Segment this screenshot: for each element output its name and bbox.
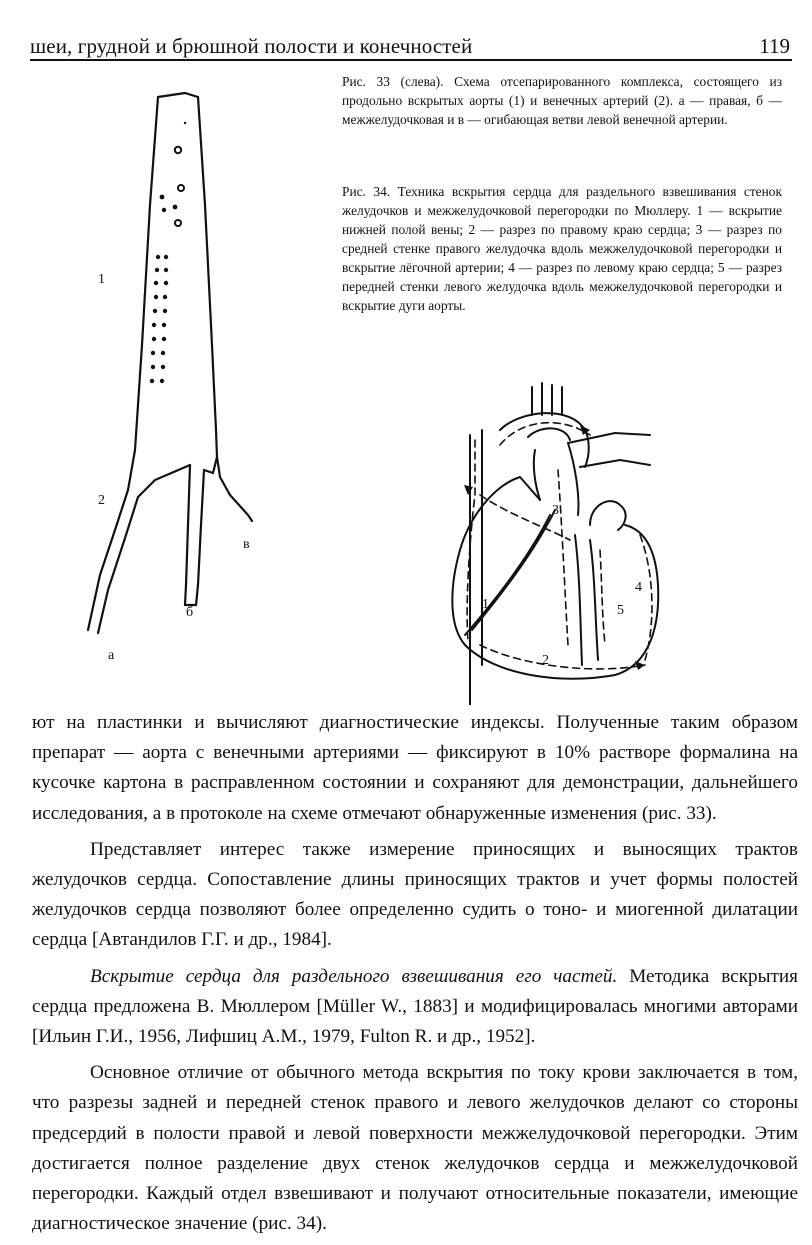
label-cut-3: 3 [552, 503, 559, 518]
figure-33-aorta-diagram [80, 85, 295, 675]
paragraph-3 [32, 962, 798, 1053]
paragraph-1: ют на пластинки и вычисляют диагностические индексы. Полученные таким образом препарат — аорта с венечными артериями — фиксируют в 10% растворе формалина на кусочке картона в расправленном состоянии и сохраняют для демонстрации, дальнейшего исследования, а в протоколе на схеме отмечают обнаруженные изменения (рис. 33). [32, 712, 798, 824]
label-cut-5: 5 [617, 603, 624, 618]
header-rule [30, 59, 792, 61]
label-branch-b: б [186, 605, 194, 620]
label-cut-4: 4 [635, 580, 642, 595]
figure-33-caption: Рис. 33 (слева). Схема отсепарированного комплекса, состоящего из продольно вскрытых аорты (1) и венечных артерий (2). а — правая, б — межжелудочковая и в — огибающая ветви левой венечной артерии. [342, 74, 782, 127]
paragraph-3-text: Методика вскрытия сердца предложена В. Мюллером [Müller W., 1883] и модифицировалась многими авторами [Ильин Г.И., 1956, Лифшиц А.М., 1979, Fulton R. и др., 1952]. [32, 965, 798, 1048]
running-head [30, 30, 790, 58]
running-title: шеи, грудной и брюшной полости и конечностей [30, 34, 473, 58]
heart-illustration [440, 375, 675, 705]
label-cut-1: 1 [482, 597, 489, 612]
body-text [32, 708, 798, 1245]
figure-34-caption: Рис. 34. Техника вскрытия сердца для раздельного взвешивания стенок желудочков и межжелудочковой перегородки по Мюллеру. 1 — вскрытие нижней полой вены; 2 — разрез по правому краю сердца; 3 — разрез по средней стенке правого желудочка вдоль межжелудочковой перегородки и вскрытие лёгочной артерии; 4 — разрез по левому краю сердца; 5 — разрез передней стенки левого желудочка вдоль межжелудочковой перегородки и вскрытие дуги аорты. [342, 184, 782, 313]
figure-34-heart-diagram [440, 375, 675, 705]
label-aorta: 1 [98, 272, 105, 287]
label-branch-a: а [108, 648, 115, 663]
page-number: 119 [759, 34, 790, 58]
paragraph-4: Основное отличие от обычного метода вскрытия по току крови заключается в том, что разрезы задней и передней стенок правого и левого желудочков делают со стороны предсердий в полости правой и левой поверхности межжелудочковой перегородки. Этим достигается полное разделение двух стенок желудочков сердца и межжелудочковой перегородки. Каждый отдел взвешивают и получают относительные показатели, имеющие диагностическое значение (рис. 34). [32, 1062, 798, 1235]
label-cut-2: 2 [542, 653, 549, 668]
paragraph-2: Представляет интерес также измерение приносящих и выносящих трактов желудочков сердца. Сопоставление длины приносящих трактов и учет формы полостей желудочков сердца позволяют более определенно судить о тоно- и миогенной дилатации сердца [Автандилов Г.Г. и др., 1984]. [32, 838, 798, 951]
aorta-illustration [80, 85, 295, 675]
label-arteries: 2 [98, 493, 105, 508]
section-heading: Вскрытие сердца для раздельного взвешивания его частей. [90, 965, 618, 987]
label-branch-v: в [243, 537, 250, 552]
